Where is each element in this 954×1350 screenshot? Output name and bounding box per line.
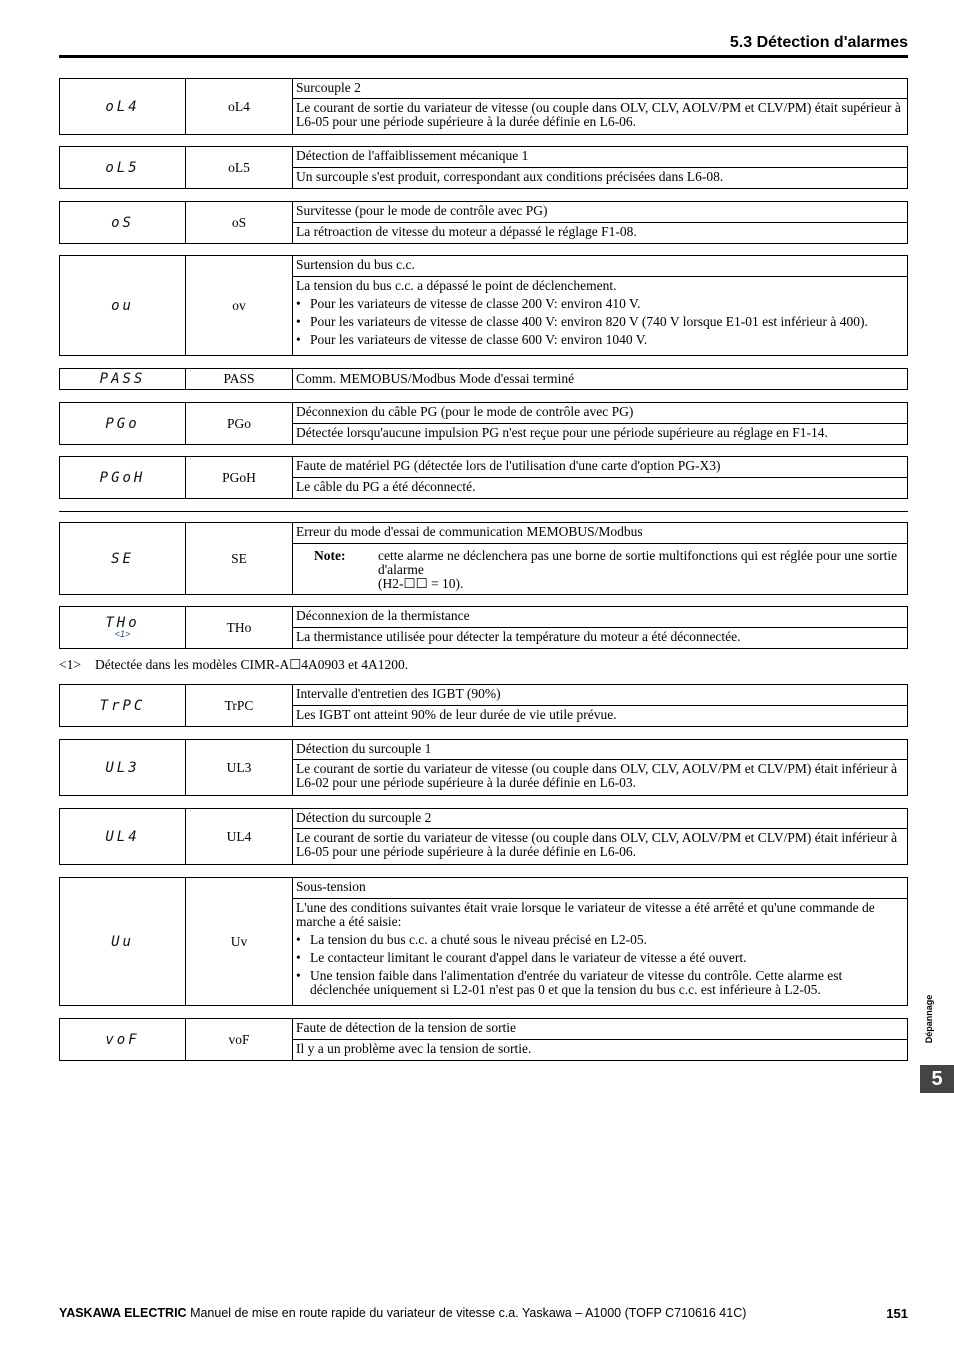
alarm-desc-SE — [293, 544, 908, 595]
alarm-desc-Uv-text: L'une des conditions suivantes était vraie lorsque le variateur de vitesse a été arrêté et qu'une commande de marche a été saisie: — [296, 900, 875, 929]
alarm-title-PASS: Comm. MEMOBUS/Modbus Mode d'essai terminé — [293, 369, 908, 390]
alarm-code-ov: ov — [186, 256, 293, 356]
alarm-desc-Uv — [293, 899, 908, 1006]
section-divider — [59, 511, 908, 512]
alarm-table-oS — [59, 201, 908, 244]
list-item: • Le contacteur limitant le courant d'appel dans le variateur de vitesse a été ouvert. — [296, 951, 904, 965]
alarm-desc-oS: La rétroaction de vitesse du moteur a dépassé le réglage F1-08. — [293, 223, 908, 244]
alarm-display-THo-text: THo — [105, 615, 140, 631]
sidebar-label-text: Dépannage — [924, 994, 934, 1044]
alarm-desc-THo: La thermistance utilisée pour détecter la température du moteur a été déconnectée. — [293, 628, 908, 649]
footnote — [59, 657, 408, 673]
alarm-display-oL5: oL5 — [60, 147, 186, 189]
alarm-table-Uv — [59, 877, 908, 1006]
alarm-title-oS: Survitesse (pour le mode de contrôle avec PG) — [293, 202, 908, 223]
alarm-table-PGoH — [59, 456, 908, 499]
alarm-title-PGoH: Faute de matériel PG (détectée lors de l'utilisation d'une carte d'option PG-X3) — [293, 457, 908, 478]
footer-brand: YASKAWA ELECTRIC — [59, 1306, 187, 1320]
chapter-sidebar-label — [920, 985, 938, 1053]
alarm-code-TrPC: TrPC — [186, 685, 293, 727]
footnote-text: Détectée dans les modèles CIMR-A☐4A0903 et 4A1200. — [95, 657, 409, 672]
alarm-code-THo: THo — [186, 607, 293, 649]
alarm-code-voF: voF — [186, 1019, 293, 1061]
header-rule — [59, 55, 908, 58]
alarm-bullets-ov — [296, 297, 904, 347]
alarm-display-TrPC: TrPC — [60, 685, 186, 727]
alarm-code-oL5: oL5 — [186, 147, 293, 189]
alarm-code-PGoH: PGoH — [186, 457, 293, 499]
alarm-title-ov: Surtension du bus c.c. — [293, 256, 908, 277]
alarm-bullets-Uv — [296, 933, 904, 997]
note-text-setting: (H2-☐☐ = 10). — [378, 576, 464, 591]
alarm-desc-ov — [293, 277, 908, 356]
note-block — [296, 549, 904, 591]
alarm-display-THo — [60, 607, 186, 649]
alarm-table-PASS — [59, 368, 908, 390]
alarm-code-SE: SE — [186, 523, 293, 595]
alarm-display-UL3: UL3 — [60, 740, 186, 796]
alarm-display-UL4: UL4 — [60, 809, 186, 865]
alarm-table-ov — [59, 255, 908, 356]
alarm-table-voF — [59, 1018, 908, 1061]
alarm-table-UL4 — [59, 808, 908, 865]
alarm-code-UL4: UL4 — [186, 809, 293, 865]
alarm-title-UL4: Détection du surcouple 2 — [293, 809, 908, 829]
alarm-title-voF: Faute de détection de la tension de sortie — [293, 1019, 908, 1040]
alarm-display-Uv: Uu — [60, 878, 186, 1006]
alarm-table-THo — [59, 606, 908, 649]
alarm-display-PASS: PASS — [60, 369, 186, 390]
alarm-desc-UL4: Le courant de sortie du variateur de vitesse (ou couple dans OLV, CLV, AOLV/PM et CLV/PM) était inférieur à L6-05 pour une période supérieure à la durée définie en L6-06. — [293, 829, 908, 865]
alarm-code-oS: oS — [186, 202, 293, 244]
alarm-desc-TrPC: Les IGBT ont atteint 90% de leur durée de vie utile prévue. — [293, 706, 908, 727]
alarm-desc-PGo: Détectée lorsqu'aucune impulsion PG n'est reçue pour une période supérieure au réglage en F1-14. — [293, 424, 908, 445]
alarm-table-oL5 — [59, 146, 908, 189]
footnote-key: <1> — [59, 657, 81, 672]
alarm-desc-voF: Il y a un problème avec la tension de sortie. — [293, 1040, 908, 1061]
alarm-table-PGo — [59, 402, 908, 445]
note-label: Note: — [314, 548, 346, 563]
alarm-desc-ov-text: La tension du bus c.c. a dépassé le point de déclenchement. — [296, 278, 617, 293]
alarm-code-Uv: Uv — [186, 878, 293, 1006]
note-text: cette alarme ne déclenchera pas une borne de sortie multifonctions qui est réglée pour une sortie d'alarme — [378, 548, 898, 577]
page-footer — [59, 1306, 746, 1320]
alarm-display-PGo: PGo — [60, 403, 186, 445]
footer-manual-title: Manuel de mise en route rapide du variateur de vitesse c.a. Yaskawa – A1000 (TOFP C710616 41C) — [190, 1306, 747, 1320]
list-item: • Pour les variateurs de vitesse de classe 400 V: environ 820 V (740 V lorsque E1-01 est inférieur à 400). — [296, 315, 904, 329]
chapter-tab: 5 — [920, 1065, 954, 1093]
alarm-title-UL3: Détection du surcouple 1 — [293, 740, 908, 760]
alarm-table-SE — [59, 522, 908, 595]
page-number: 151 — [886, 1306, 908, 1321]
alarm-title-oL5: Détection de l'affaiblissement mécanique 1 — [293, 147, 908, 168]
section-title: 5.3 Détection d'alarmes — [729, 34, 908, 51]
alarm-table-TrPC — [59, 684, 908, 727]
alarm-code-oL4: oL4 — [186, 79, 293, 135]
alarm-title-SE: Erreur du mode d'essai de communication MEMOBUS/Modbus — [293, 523, 908, 544]
alarm-display-voF: voF — [60, 1019, 186, 1061]
alarm-display-ov: ou — [60, 256, 186, 356]
alarm-desc-oL4: Le courant de sortie du variateur de vitesse (ou couple dans OLV, CLV, AOLV/PM et CLV/PM) était supérieur à L6-05 pour une période supérieure à la durée définie en L6-06. — [293, 99, 908, 135]
list-item: • La tension du bus c.c. a chuté sous le niveau précisé en L2-05. — [296, 933, 904, 947]
alarm-display-PGoH: PGoH — [60, 457, 186, 499]
alarm-title-oL4: Surcouple 2 — [293, 79, 908, 99]
list-item: • Pour les variateurs de vitesse de classe 600 V: environ 1040 V. — [296, 333, 904, 347]
footnote-ref-link[interactable]: <1> — [114, 629, 131, 639]
alarm-display-SE: SE — [60, 523, 186, 595]
alarm-title-THo: Déconnexion de la thermistance — [293, 607, 908, 628]
list-item: • Pour les variateurs de vitesse de classe 200 V: environ 410 V. — [296, 297, 904, 311]
alarm-desc-PGoH: Le câble du PG a été déconnecté. — [293, 478, 908, 499]
alarm-title-TrPC: Intervalle d'entretien des IGBT (90%) — [293, 685, 908, 706]
list-item: • Une tension faible dans l'alimentation d'entrée du variateur de vitesse du contrôle. Cette alarme est déclenchée uniquement si L2-01 n'est pas 0 et que la tension du bus c.c. est inférieure à L2-05. — [296, 969, 904, 997]
alarm-display-oS: oS — [60, 202, 186, 244]
alarm-desc-UL3: Le courant de sortie du variateur de vitesse (ou couple dans OLV, CLV, AOLV/PM et CLV/PM) était inférieur à L6-02 pour une période supérieure à la durée définie en L6-03. — [293, 760, 908, 796]
alarm-code-PGo: PGo — [186, 403, 293, 445]
alarm-title-Uv: Sous-tension — [293, 878, 908, 899]
alarm-display-oL4: oL4 — [60, 79, 186, 135]
alarm-table-UL3 — [59, 739, 908, 796]
alarm-table-oL4 — [59, 78, 908, 135]
alarm-code-PASS: PASS — [186, 369, 293, 390]
alarm-desc-oL5: Un surcouple s'est produit, correspondant aux conditions précisées dans L6-08. — [293, 168, 908, 189]
alarm-code-UL3: UL3 — [186, 740, 293, 796]
alarm-title-PGo: Déconnexion du câble PG (pour le mode de contrôle avec PG) — [293, 403, 908, 424]
